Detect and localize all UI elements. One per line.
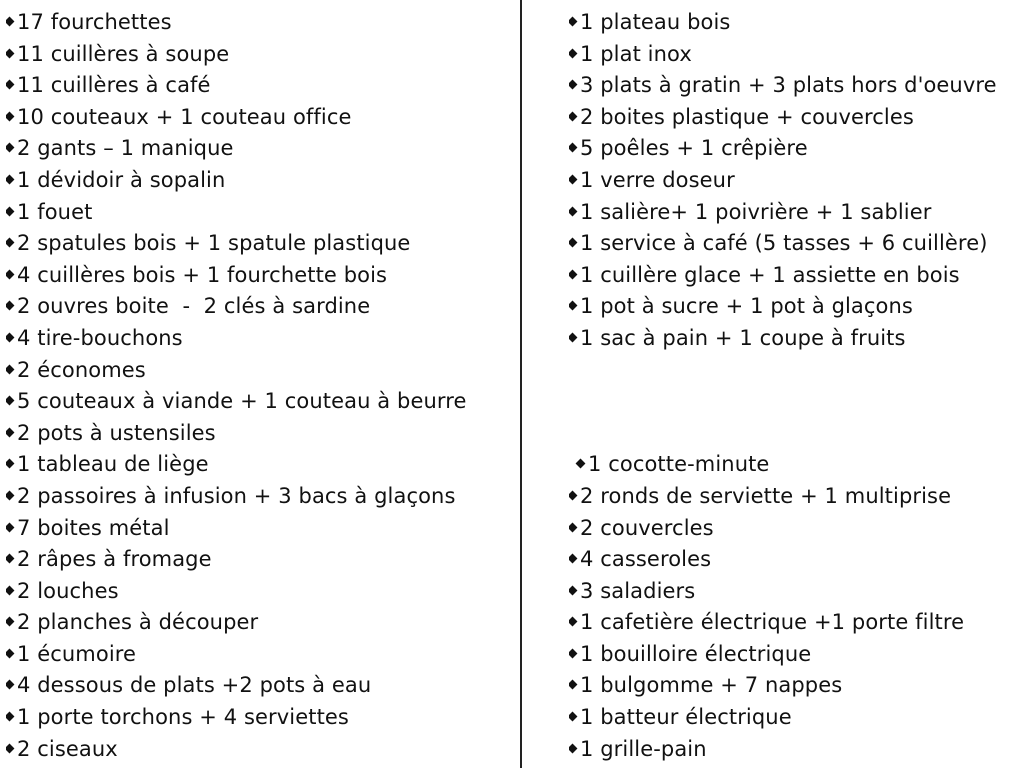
diamond-bullet-icon: [6, 301, 14, 311]
list-item-text: 1 cuillère glace + 1 assiette en bois: [580, 262, 960, 287]
list-item-text: 5 poêles + 1 crêpière: [580, 136, 808, 161]
list-item-text: 5 couteaux à viande + 1 couteau à beurre: [17, 389, 467, 414]
list-item-text: 2 ciseaux: [17, 736, 118, 761]
list-item: [6, 639, 511, 671]
list-item-text: 7 boites métal: [17, 515, 170, 540]
list-item: [569, 7, 1019, 39]
diamond-bullet-icon: [6, 396, 14, 406]
list-item-text: 1 fouet: [17, 199, 93, 224]
diamond-bullet-icon: [6, 585, 14, 595]
list-item-text: 2 boites plastique + couvercles: [580, 104, 914, 129]
diamond-bullet-icon: [6, 490, 14, 500]
diamond-bullet-icon: [6, 617, 14, 627]
diamond-bullet-icon: [6, 80, 14, 90]
list-item: [569, 291, 1019, 323]
list-item-text: 1 dévidoir à sopalin: [17, 167, 226, 192]
list-item: [6, 355, 511, 387]
list-item-text: 1 porte torchons + 4 serviettes: [17, 705, 349, 730]
list-item: [569, 607, 1019, 639]
column-divider: [520, 0, 522, 768]
list-item-text: 1 cafetière électrique +1 porte filtre: [580, 610, 965, 635]
diamond-bullet-icon: [569, 80, 577, 90]
diamond-bullet-icon: [6, 332, 14, 342]
list-item-text: 4 cuillères bois + 1 fourchette bois: [17, 262, 388, 287]
list-item: [569, 197, 1019, 229]
list-item-text: 11 cuillères à café: [17, 73, 211, 98]
diamond-bullet-icon: [569, 490, 577, 500]
list-item: [569, 639, 1019, 671]
list-item-text: 4 casseroles: [580, 547, 712, 572]
diamond-bullet-icon: [6, 743, 14, 753]
list-item-text: 1 bulgomme + 7 nappes: [580, 673, 843, 698]
list-item-text: 1 bouilloire électrique: [580, 641, 812, 666]
diamond-bullet-icon: [6, 206, 14, 216]
diamond-bullet-icon: [569, 648, 577, 658]
list-item-text: 2 ronds de serviette + 1 multiprise: [580, 483, 952, 508]
diamond-bullet-icon: [576, 459, 586, 469]
list-item-text: 10 couteaux + 1 couteau office: [17, 104, 352, 129]
diamond-bullet-icon: [569, 269, 577, 279]
list-item: [6, 39, 511, 71]
diamond-bullet-icon: [6, 111, 14, 121]
diamond-bullet-icon: [569, 111, 577, 121]
list-item: [6, 197, 511, 229]
diamond-bullet-icon: [6, 554, 14, 564]
list-item-text: 1 grille-pain: [580, 736, 707, 761]
list-item-text: 1 plateau bois: [580, 10, 731, 34]
diamond-bullet-icon: [6, 143, 14, 153]
list-item-text: 2 couvercles: [580, 515, 714, 540]
list-item: [569, 228, 1019, 260]
diamond-bullet-icon: [6, 459, 14, 469]
diamond-bullet-icon: [569, 238, 577, 248]
list-item-text: 1 sac à pain + 1 coupe à fruits: [580, 325, 906, 350]
list-item: [6, 260, 511, 292]
list-item: [6, 418, 511, 450]
list-item: [569, 702, 1019, 734]
list-item-text: 11 cuillères à soupe: [17, 41, 230, 66]
list-item: [569, 734, 1019, 766]
diamond-bullet-icon: [569, 206, 577, 216]
list-item-text: 2 louches: [17, 578, 119, 603]
list-item-text: 4 tire-bouchons: [17, 325, 183, 350]
diamond-bullet-icon: [6, 522, 14, 532]
list-item: [569, 102, 1019, 134]
list-item: [569, 165, 1019, 197]
list-item-text: 4 dessous de plats +2 pots à eau: [17, 673, 372, 698]
diamond-bullet-icon: [6, 712, 14, 722]
list-item-text: 1 batteur électrique: [580, 705, 792, 730]
list-item: [569, 481, 1019, 513]
diamond-bullet-icon: [569, 680, 577, 690]
diamond-bullet-icon: [569, 48, 577, 58]
list-item: [6, 165, 511, 197]
list-item: [569, 323, 1019, 355]
diamond-bullet-icon: [569, 617, 577, 627]
list-item: [6, 702, 511, 734]
list-item: [6, 70, 511, 102]
list-item-text: 2 passoires à infusion + 3 bacs à glaçons: [17, 483, 456, 508]
list-item: [6, 607, 511, 639]
diamond-bullet-icon: [6, 269, 14, 279]
list-item-text: 2 planches à découper: [17, 610, 259, 635]
diamond-bullet-icon: [569, 17, 577, 27]
list-item: [569, 39, 1019, 71]
list-item: [6, 513, 511, 545]
list-item: [6, 449, 511, 481]
diamond-bullet-icon: [569, 332, 577, 342]
list-item-text: 2 spatules bois + 1 spatule plastique: [17, 231, 411, 256]
list-item-text: 2 économes: [17, 357, 146, 382]
list-item: [6, 323, 511, 355]
list-item: [569, 70, 1019, 102]
diamond-bullet-icon: [569, 143, 577, 153]
right-column: [569, 7, 1019, 765]
list-item-text: 3 saladiers: [580, 578, 696, 603]
list-item-text: 3 plats à gratin + 3 plats hors d'oeuvre: [580, 73, 997, 98]
diamond-bullet-icon: [569, 743, 577, 753]
list-item: [6, 228, 511, 260]
list-item-text: 1 plat inox: [580, 41, 692, 66]
list-item-text: 2 gants – 1 manique: [17, 136, 234, 161]
diamond-bullet-icon: [6, 175, 14, 185]
list-item-text: 1 pot à sucre + 1 pot à glaçons: [580, 294, 913, 319]
list-item-text: 1 verre doseur: [580, 167, 735, 192]
list-item: [6, 7, 511, 39]
list-item: [6, 386, 511, 418]
list-item-text: 1 service à café (5 tasses + 6 cuillère): [580, 231, 988, 256]
diamond-bullet-icon: [6, 364, 14, 374]
left-column: [6, 7, 511, 765]
list-item-text: 17 fourchettes: [17, 10, 172, 34]
list-item: [569, 670, 1019, 702]
list-item-text: 2 ouvres boite - 2 clés à sardine: [17, 294, 371, 319]
list-item: [569, 576, 1019, 608]
list-item: [6, 670, 511, 702]
list-item: [569, 544, 1019, 576]
list-item-text: 2 râpes à fromage: [17, 547, 212, 572]
list-item: [569, 133, 1019, 165]
list-item-text: 1 salière+ 1 poivrière + 1 sablier: [580, 199, 932, 224]
diamond-bullet-icon: [6, 648, 14, 658]
diamond-bullet-icon: [6, 17, 14, 27]
diamond-bullet-icon: [6, 238, 14, 248]
list-item: [569, 513, 1019, 545]
diamond-bullet-icon: [569, 712, 577, 722]
diamond-bullet-icon: [569, 175, 577, 185]
list-item: [6, 481, 511, 513]
list-item: [6, 544, 511, 576]
diamond-bullet-icon: [6, 427, 14, 437]
list-item-text: 1 écumoire: [17, 641, 137, 666]
list-item-text: 2 pots à ustensiles: [17, 420, 216, 445]
list-item: [6, 734, 511, 766]
diamond-bullet-icon: [569, 585, 577, 595]
diamond-bullet-icon: [569, 522, 577, 532]
diamond-bullet-icon: [6, 48, 14, 58]
list-item: [6, 576, 511, 608]
list-item: [569, 449, 1019, 481]
list-item: [6, 291, 511, 323]
list-item-text: 1 tableau de liège: [17, 452, 209, 477]
diamond-bullet-icon: [569, 301, 577, 311]
list-item: [569, 260, 1019, 292]
diamond-bullet-icon: [569, 554, 577, 564]
diamond-bullet-icon: [6, 680, 14, 690]
list-item-text: 1 cocotte-minute: [588, 452, 770, 477]
list-item: [6, 133, 511, 165]
list-item: [6, 102, 511, 134]
